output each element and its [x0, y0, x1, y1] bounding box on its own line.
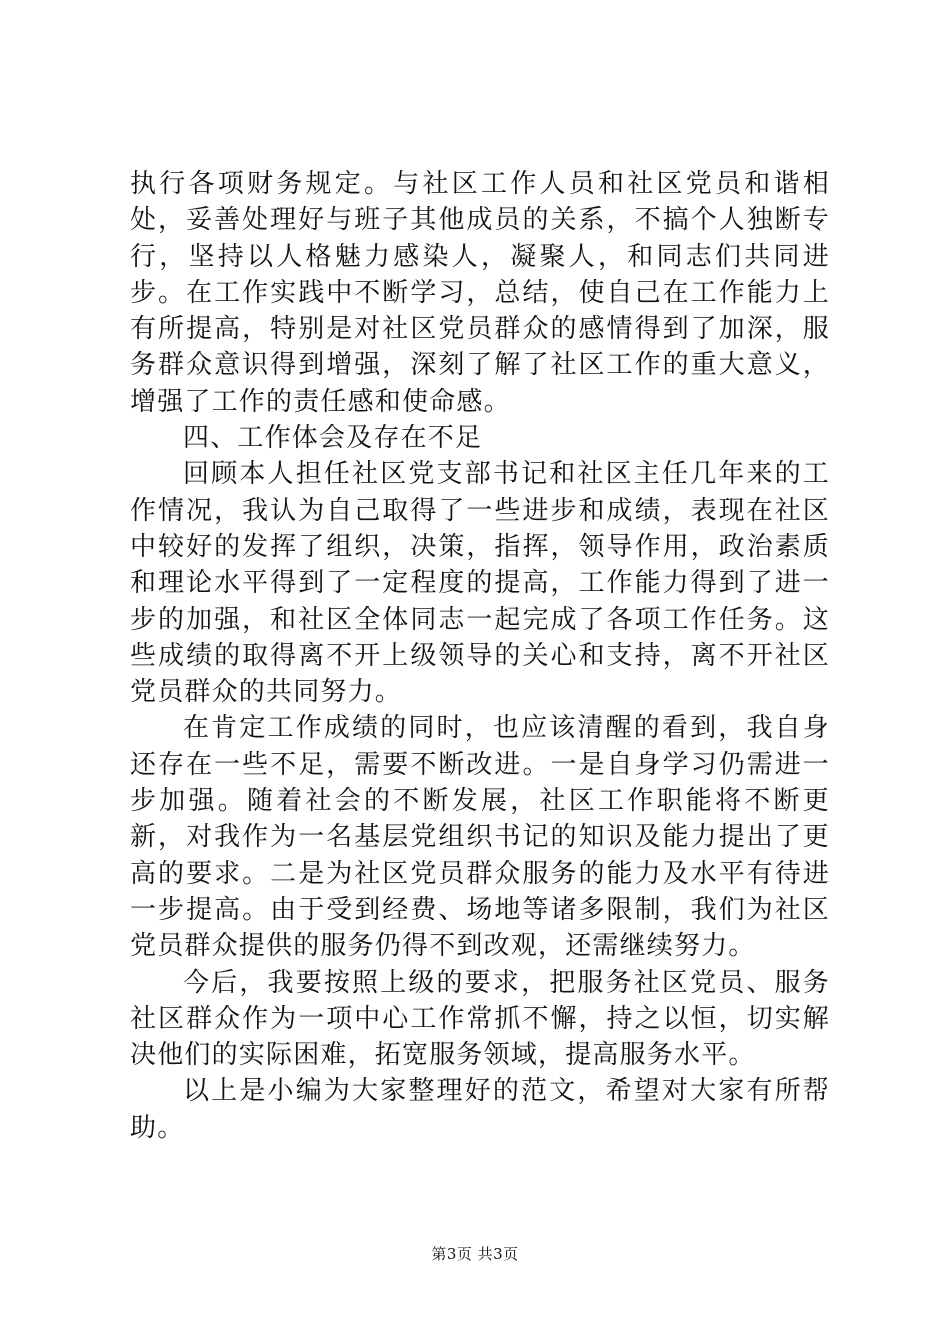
document-body — [130, 166, 830, 1146]
page-footer: 第3页 共3页 — [431, 1245, 519, 1263]
section-heading: 四、工作体会及存在不足 — [183, 423, 483, 454]
paragraph-closing: 以上是小编为大家整理好的范文，希望对大家有所帮助。 — [130, 1076, 830, 1143]
paragraph-future: 今后，我要按照上级的要求，把服务社区党员、服务社区群众作为一项中心工作常抓不懈，持之以恒，切实解决他们的实际困难，拓宽服务领域，提高服务水平。 — [130, 967, 830, 1071]
paragraph-shortcomings: 在肯定工作成绩的同时，也应该清醒的看到，我自身还存在一些不足，需要不断改进。一是自身学习仍需进一步加强。随着社会的不断发展，社区工作职能将不断更新，对我作为一名基层党组织书记的知识及能力提出了更高的要求。二是为社区党员群众服务的能力及水平有待进一步提高。由于受到经费、场地等诸多限制，我们为社区党员群众提供的服务仍得不到改观，还需继续努力。 — [130, 713, 830, 962]
paragraph-review: 回顾本人担任社区党支部书记和社区主任几年来的工作情况，我认为自己取得了一些进步和成绩，表现在社区中较好的发挥了组织，决策，指挥，领导作用，政治素质和理论水平得到了一定程度的提高，工作能力得到了进一步的加强，和社区全体同志一起完成了各项工作任务。这些成绩的取得离不开上级领导的关心和支持，离不开社区党员群众的共同努力。 — [130, 459, 830, 708]
paragraph-continued: 执行各项财务规定。与社区工作人员和社区党员和谐相处，妥善处理好与班子其他成员的关系，不搞个人独断专行，坚持以人格魅力感染人，凝聚人，和同志们共同进步。在工作实践中不断学习，总结，使自己在工作能力上有所提高，特别是对社区党员群众的感情得到了加深，服务群众意识得到增强，深刻了解了社区工作的重大意义，增强了工作的责任感和使命感。 — [130, 169, 830, 417]
